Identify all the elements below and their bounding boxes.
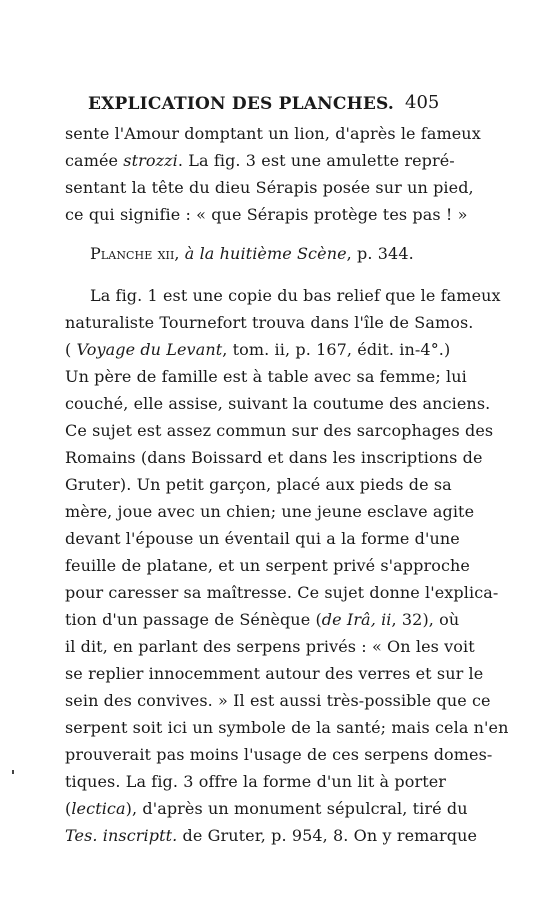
text-line: tiques. La fig. 3 offre la forme d'un lit à porter: [65, 772, 447, 791]
text-line: mère, joue avec un chien; une jeune esclave agite: [65, 502, 475, 521]
text-line: sentant la tête du dieu Sérapis posée sur un pied,: [65, 178, 474, 197]
text-line: ce qui signifie : « que Sérapis protège tes pas ! »: [65, 205, 468, 224]
text-line: camée strozzi. La fig. 3 est une amulette repré-: [65, 151, 455, 170]
text-line: Romains (dans Boissard et dans les inscriptions de: [65, 448, 483, 467]
text-line: Ce sujet est assez commun sur des sarcophages des: [65, 421, 494, 440]
text-line: serpent soit ici un symbole de la santé; mais cela n'en: [65, 718, 509, 737]
running-head: EXPLICATION DES PLANCHES.: [88, 94, 394, 114]
text-line: Un père de famille est à table avec sa femme; lui: [65, 367, 467, 386]
italic-term: strozzi: [123, 151, 178, 170]
text-line: il dit, en parlant des serpens privés : « On les voit: [65, 637, 475, 656]
text-line: Tes. inscriptt. de Gruter, p. 954, 8. On y remarque: [65, 826, 478, 845]
text-line: sein des convives. » Il est aussi très-possible que ce: [65, 691, 491, 710]
text-line: feuille de platane, et un serpent privé s'approche: [65, 556, 470, 575]
text-line: naturaliste Tournefort trouva dans l'île de Samos.: [65, 313, 474, 332]
text-line: tion d'un passage de Sénèque (de Irâ, ii, 32), où: [65, 610, 460, 629]
text-line: Gruter). Un petit garçon, placé aux pieds de sa: [65, 475, 452, 494]
text-line: (lectica), d'après un monument sépulcral, tiré du: [65, 799, 468, 818]
plate-heading: Planche xii, à la huitième Scène, p. 344.: [90, 244, 414, 263]
text-line: couché, elle assise, suivant la coutume des anciens.: [65, 394, 491, 413]
text-line: pour caresser sa maîtresse. Ce sujet donne l'explica-: [65, 583, 499, 602]
margin-mark: [12, 770, 14, 774]
text-line: devant l'épouse un éventail qui a la forme d'une: [65, 529, 460, 548]
text-line: prouverait pas moins l'usage de ces serpens domes-: [65, 745, 493, 764]
text-line: sente l'Amour domptant un lion, d'après le fameux: [65, 124, 481, 143]
page-number: 405: [405, 92, 440, 113]
text-line: ( Voyage du Levant, tom. ii, p. 167, édit. in-4°.): [65, 340, 451, 359]
text-line: La fig. 1 est une copie du bas relief que le fameux: [90, 286, 501, 305]
text-line: se replier innocemment autour des verres et sur le: [65, 664, 484, 683]
